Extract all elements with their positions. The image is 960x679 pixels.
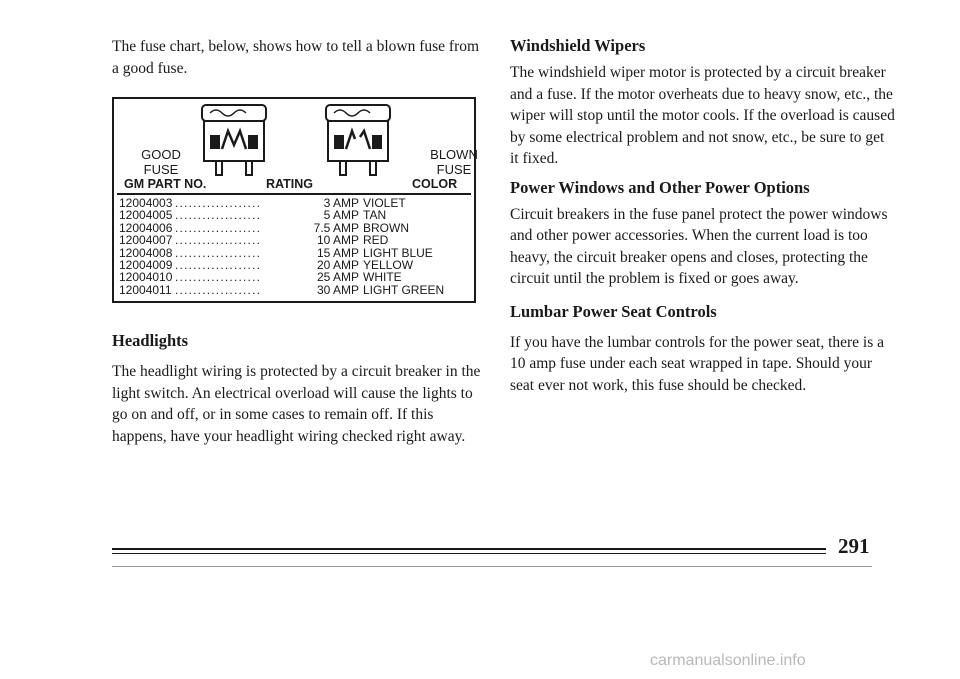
power-windows-text: Circuit breakers in the fuse panel protect the power windows and other power accessories. When the current load is too heavy, the circuit breaker opens and closes, protecting the circuit until the problem is fixed or goes away. <box>510 205 888 287</box>
header-rating: RATING <box>266 177 313 191</box>
watermark: carmanualsonline.info <box>650 652 806 669</box>
table-row: 12004006 ................... 7.5 AMP BROWN <box>119 220 409 235</box>
header-color: COLOR <box>412 177 458 191</box>
fuse-chart <box>112 97 476 303</box>
lumbar-text: If you have the lumbar controls for the power seat, there is a 10 amp fuse under each seat wrapped in tape. Should your seat ever not work, this fuse should be checked. <box>510 333 885 394</box>
table-row: 12004010 ................... 25 AMP WHITE <box>119 270 402 285</box>
right-column <box>510 36 896 396</box>
header-divider <box>117 193 471 195</box>
blown-fuse-icon <box>312 101 404 181</box>
intro-text: The fuse chart, below, shows how to tell a blown fuse from a good fuse. <box>112 38 480 77</box>
table-row: 12004007 ................... 10 AMP RED <box>119 233 389 248</box>
good-fuse-icon <box>188 101 280 181</box>
lumbar-heading: Lumbar Power Seat Controls <box>510 301 717 321</box>
footer-rule <box>112 548 826 550</box>
wipers-text: The windshield wiper motor is protected by a circuit breaker and a fuse. If the motor overheats due to heavy snow, etc., the wiper will stop until the motor cools. If the overload is caused by some electrical problem and not snow, etc., be sure to get it fixed. <box>510 64 895 167</box>
headlights-section <box>112 331 484 447</box>
blown-fuse-label: BLOWN FUSE <box>430 147 478 177</box>
footer-rule-thin <box>112 553 826 554</box>
header-part-no: GM PART NO. <box>124 177 207 191</box>
table-row: 12004003 ................... 3 AMP VIOLET <box>119 196 406 210</box>
table-row: 12004005 ................... 5 AMP TAN <box>119 208 387 223</box>
table-row: 12004009 ................... 20 AMP YELLOW <box>119 257 414 272</box>
intro-block <box>112 36 484 79</box>
page-number: 291 <box>838 534 870 558</box>
headlights-text: The headlight wiring is protected by a circuit breaker in the light switch. An electrical overload will cause the lights to go on and off, or in some cases to remain off. If this happens, have your headlight wiring checked right away. <box>112 363 481 445</box>
fuse-table <box>119 197 473 296</box>
table-row: 12004008 ................... 15 AMP LIGHT BLUE <box>119 245 433 260</box>
table-row: 12004011 ................... 30 AMP LIGHT GREEN <box>119 282 445 297</box>
wipers-heading: Windshield Wipers <box>510 36 646 55</box>
power-windows-heading: Power Windows and Other Power Options <box>510 177 810 197</box>
headlights-heading: Headlights <box>112 331 189 350</box>
bottom-rule <box>112 566 872 567</box>
good-fuse-label: GOOD FUSE <box>141 147 181 177</box>
